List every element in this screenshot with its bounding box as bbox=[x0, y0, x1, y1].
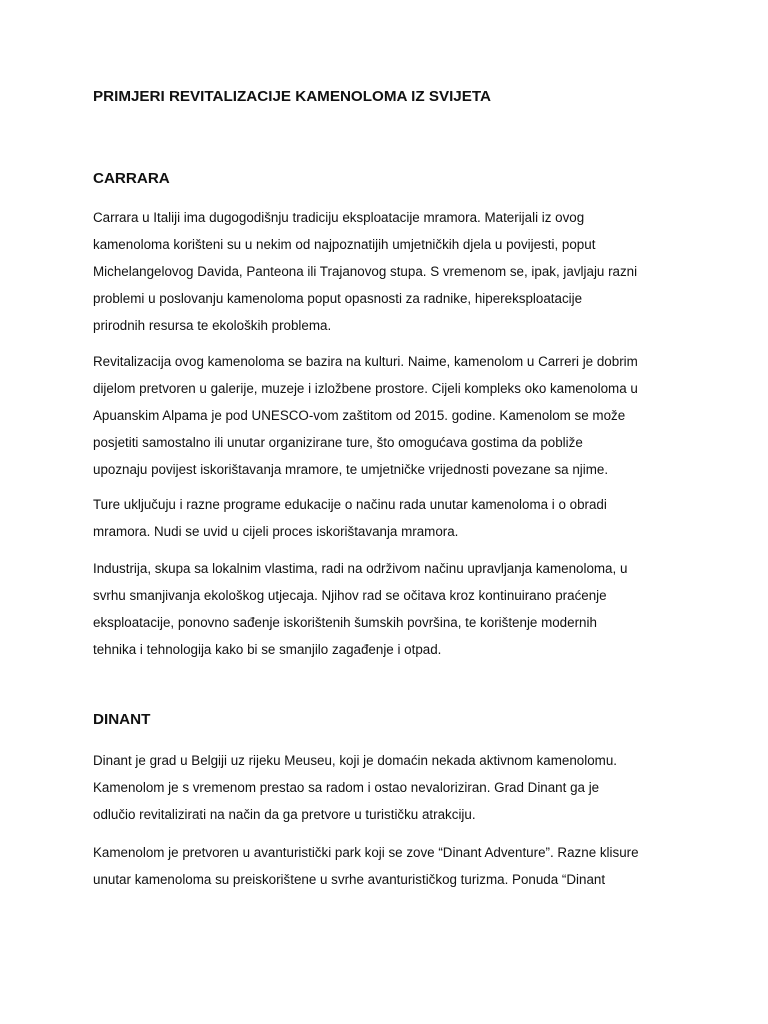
paragraph-line: Michelangelovog Davida, Panteona ili Trajanovog stupa. S vremenom se, ipak, javljaju razni bbox=[93, 264, 638, 279]
paragraph-line: dijelom pretvoren u galerije, muzeje i izložbene prostore. Cijeli kompleks oko kamenoloma u bbox=[93, 381, 638, 396]
paragraph-dinant-1 bbox=[93, 747, 617, 828]
paragraph-line: upoznaju povijest iskorištavanja mramore, te umjetničke vrijednosti povezane sa njime. bbox=[93, 462, 609, 477]
paragraph-line: Dinant je grad u Belgiji uz rijeku Meuseu, koji je domaćin nekada aktivnom kamenolomu. bbox=[93, 753, 617, 768]
paragraph-carrara-1 bbox=[93, 204, 637, 339]
paragraph-line: Kamenolom je pretvoren u avanturistički park koji se zove “Dinant Adventure”. Razne klisure bbox=[93, 845, 639, 860]
paragraph-line: mramora. Nudi se uvid u cijeli proces iskorištavanja mramora. bbox=[93, 524, 459, 539]
paragraph-line: Kamenolom je s vremenom prestao sa radom i ostao nevaloriziran. Grad Dinant ga je bbox=[93, 780, 600, 795]
paragraph-line: problemi u poslovanju kamenoloma poput opasnosti za radnike, hipereksploatacije bbox=[93, 291, 583, 306]
paragraph-line: unutar kamenoloma su preiskorištene u svrhe avanturističkog turizma. Ponuda “Dinant bbox=[93, 872, 606, 887]
paragraph-line: tehnika i tehnologija kako bi se smanjilo zagađenje i otpad. bbox=[93, 642, 442, 657]
paragraph-line: prirodnih resursa te ekoloških problema. bbox=[93, 318, 332, 333]
paragraph-carrara-3 bbox=[93, 491, 607, 545]
paragraph-line: Revitalizacija ovog kamenoloma se bazira na kulturi. Naime, kamenolom u Carreri je dobrim bbox=[93, 354, 638, 369]
paragraph-line: kamenoloma korišteni su u nekim od najpoznatijih umjetničkih djela u povijesti, poput bbox=[93, 237, 596, 252]
paragraph-line: svrhu smanjivanja ekološkog utjecaja. Njihov rad se očitava kroz kontinuirano praćenje bbox=[93, 588, 607, 603]
paragraph-dinant-2 bbox=[93, 839, 639, 893]
paragraph-carrara-4 bbox=[93, 555, 627, 663]
paragraph-line: posjetiti samostalno ili unutar organizirane ture, što omogućava gostima da pobliže bbox=[93, 435, 583, 450]
paragraph-carrara-2 bbox=[93, 348, 638, 483]
paragraph-line: odlučio revitalizirati na način da ga pretvore u turističku atrakciju. bbox=[93, 807, 476, 822]
paragraph-line: Industrija, skupa sa lokalnim vlastima, radi na održivom načinu upravljanja kamenoloma, u bbox=[93, 561, 628, 576]
section-heading-carrara: CARRARA bbox=[93, 170, 170, 187]
paragraph-line: Apuanskim Alpama je pod UNESCO-vom zaštitom od 2015. godine. Kamenolom se može bbox=[93, 408, 626, 423]
document-title: PRIMJERI REVITALIZACIJE KAMENOLOMA IZ SVIJETA bbox=[93, 88, 491, 105]
section-heading-dinant: DINANT bbox=[93, 711, 151, 728]
paragraph-line: Ture uključuju i razne programe edukacije o načinu rada unutar kamenoloma i o obradi bbox=[93, 497, 607, 512]
paragraph-line: Carrara u Italiji ima dugogodišnju tradiciju eksploatacije mramora. Materijali iz ovog bbox=[93, 210, 585, 225]
paragraph-line: eksploatacije, ponovno sađenje iskorištenih šumskih površina, te korištenje modernih bbox=[93, 615, 597, 630]
